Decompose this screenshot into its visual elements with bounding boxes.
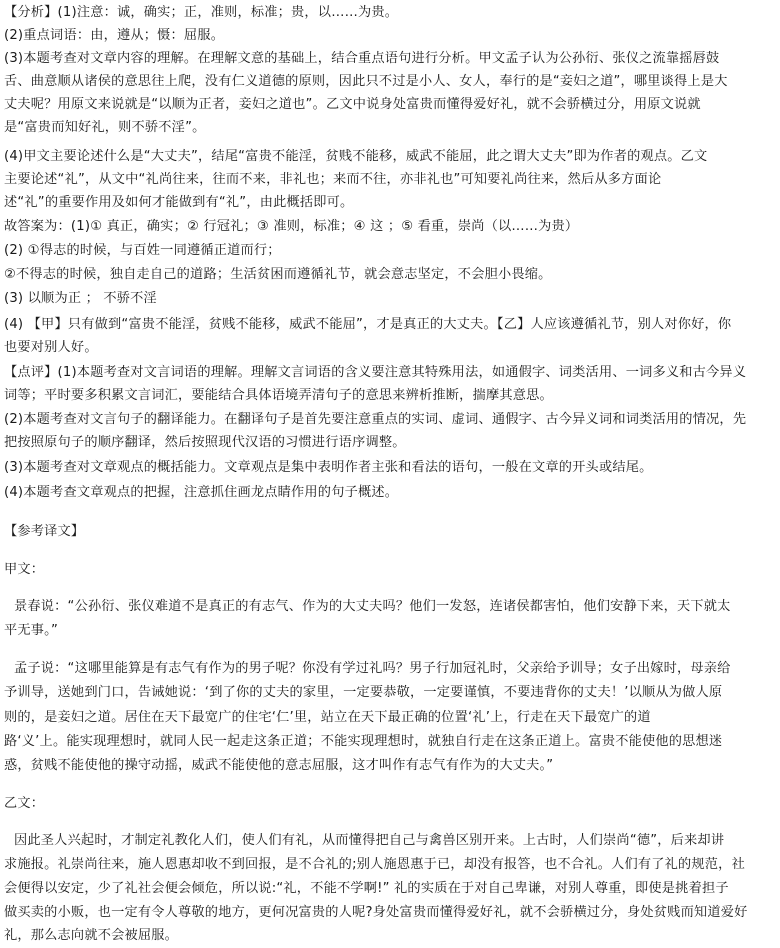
answer-line: ②不得志的时候，独自走自己的道路；生活贫困而遵循礼节，就会意志坚定，不会胆小畏缩。 [4,267,552,282]
jia-paragraph-2-line: 予训导，送她到门口，告诫她说：‘到了你的丈夫的家里，一定要恭敬，一定要谨慎，不要违背你的丈夫！’以顺从为做人原 [4,685,723,700]
jia-label: 甲文： [4,562,45,577]
yi-paragraph-line: 礼，那么志向就不会被屈服。 [4,928,179,943]
answer-line: (2) ①得志的时候，与百姓一同遵循正道而行； [4,243,281,258]
yi-paragraph-line: 做买卖的小贩，也一定有令人尊敬的地方，更何况富贵的人呢?身处富贵而懂得爱好礼，就不会骄横过分，身处贫贱而知道爱好 [4,905,748,920]
analysis-line: 舌、曲意顺从诸侯的意思往上爬，没有仁义道德的原则，因此只不过是小人、女人，奉行的是“妾妇之道”，哪里谈得上是大 [4,74,728,89]
jia-paragraph-2-line: 孟子说：“这哪里能算是有志气有作为的男子呢？你没有学过礼吗？男子行加冠礼时，父亲给予训导；女子出嫁时，母亲给 [14,661,731,676]
answer-line: (4) 【甲】只有做到“富贵不能淫，贫贱不能移，威武不能屈”，才是真正的大丈夫。【乙】人应该遵循礼节，别人对你好，你 [4,317,732,332]
yi-paragraph-line: 因此圣人兴起时，才制定礼教化人们，使人们有礼，从而懂得把自己与禽兽区别开来。上古时，人们崇尚“德”，后来却讲 [14,833,725,848]
comment-line: (3)本题考查对文章观点的概括能力。文章观点是集中表明作者主张和看法的语句，一般在文章的开头或结尾。 [4,460,653,475]
jia-paragraph-1-line: 景春说：“公孙衍、张仪难道不是真正的有志气、作为的大丈夫吗？他们一发怒，连诸侯都害怕，他们安静下来，天下就太 [14,599,731,614]
yi-paragraph-line: 会便得以安定，少了礼社会便会倾危，所以说:“礼，不能不学啊!” 礼的实质在于对自己卑谦，对别人尊重，即使是挑着担子 [4,881,729,896]
comment-line: 【点评】(1)本题考查对文言词语的理解。理解文言词语的含义要注意其特殊用法，如通假字、词类活用、一词多义和古今异义 [4,365,747,380]
translation-heading: 【参考译文】 [4,524,85,539]
analysis-line: 【分析】(1)注意：诚，确实；正，准则，标准；贵，以……为贵。 [4,5,399,20]
answer-line: 也要对别人好。 [4,340,98,355]
answer-line: 故答案为：(1)① 真正，确实；② 行冠礼；③ 准则，标准；④ 这 ；⑤ 看重，崇尚（以……为贵） [4,219,579,234]
analysis-line: 丈夫呢？用原文来说就是“以顺为正者，妾妇之道也”。乙文中说身处富贵而懂得爱好礼，就不会骄横过分，用原文说就 [4,97,701,112]
jia-paragraph-2-line: 惑，贫贱不能使他的操守动摇，威武不能使他的意志屈服，这才叫作有志气有作为的大丈夫。” [4,758,554,773]
comment-line: 词等；平时要多积累文言词汇，要能结合具体语境弄清句子的意思来辨析推断，揣摩其意思。 [4,388,553,403]
analysis-line: (4)甲文主要论述什么是“大丈夫”，结尾“富贵不能淫，贫贱不能移，威武不能屈，此之谓大丈夫”即为作者的观点。乙文 [4,149,708,164]
analysis-line: (3)本题考查对文章内容的理解。在理解文意的基础上，结合重点语句进行分析。甲文孟子认为公孙衍、张仪之流靠摇唇鼓 [4,51,720,66]
comment-line: 把按照原句子的顺序翻译，然后按照现代汉语的习惯进行语序调整。 [4,435,406,450]
yi-label: 乙文： [4,796,45,811]
analysis-line: 是“富贵而知好礼，则不骄不淫”。 [4,120,206,135]
comment-line: (4)本题考查文章观点的把握，注意抓住画龙点睛作用的句子概述。 [4,485,399,500]
yi-paragraph-line: 求施报。礼崇尚往来，施人恩惠却收不到回报，是不合礼的;别人施恩惠于已，却没有报答，也不合礼。人们有了礼的规范，社 [4,857,745,872]
jia-paragraph-2-line: 则的，是妾妇之道。居住在天下最宽广的住宅‘仁’里，站立在天下最正确的位置‘礼’上，行走在天下最宽广的道 [4,710,651,725]
comment-line: (2)本题考查对文言句子的翻译能力。在翻译句子是首先要注意重点的实词、虚词、通假字、古今异义词和词类活用的情况，先 [4,412,747,427]
analysis-line: 述“礼”的重要作用及如何才能做到有“礼”，由此概括即可。 [4,195,354,210]
jia-paragraph-2-line: 路‘义’上。能实现理想时，就同人民一起走这条正道；不能实现理想时，就独自行走在这条正道上。富贵不能使他的思想迷 [4,734,723,749]
analysis-line: 主要论述“礼”，从文中“礼尚往来，往而不来，非礼也；来而不往，亦非礼也”可知要礼尚往来，然后从多方面论 [4,172,662,187]
answer-line: (3) 以顺为正 ； 不骄不淫 [4,291,157,306]
analysis-line: (2)重点词语：由，遵从；慑：屈服。 [4,28,225,43]
jia-paragraph-1-line: 平无事。” [4,623,58,638]
